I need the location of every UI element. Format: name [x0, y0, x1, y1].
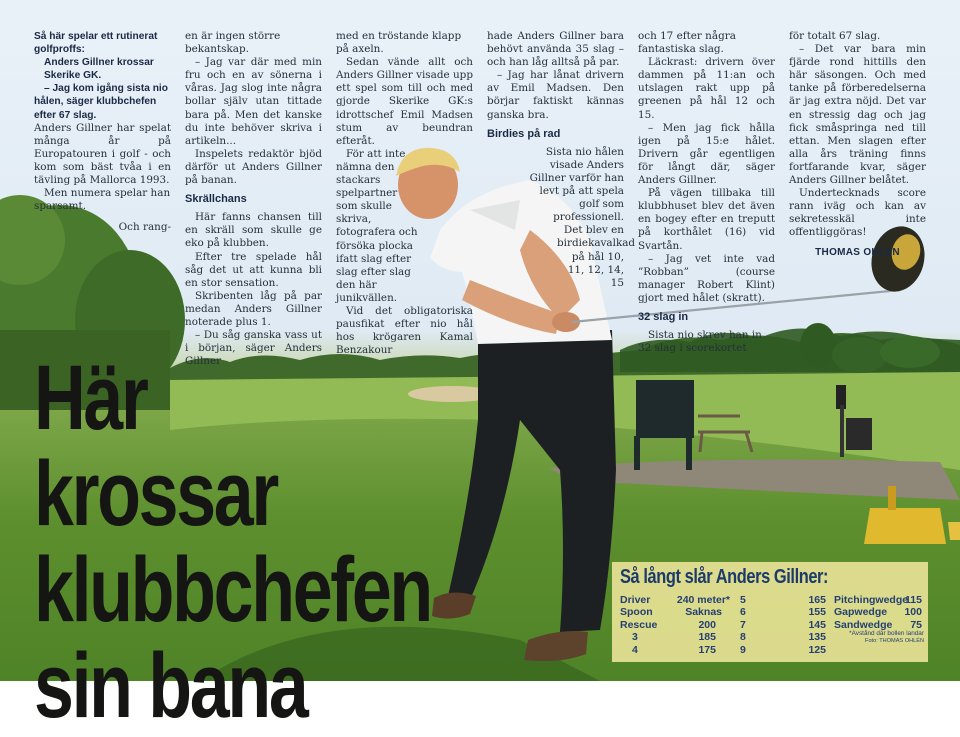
- stat-row: [740, 644, 826, 656]
- club-distance: 125: [808, 643, 826, 656]
- stat-row: [620, 644, 730, 656]
- paragraph: Vid det obligatoriska pausfikat efter nio hål hos krögaren Kamal Benzakour: [336, 304, 473, 357]
- club-distance: 165: [808, 594, 826, 606]
- stat-row: [620, 606, 730, 618]
- irons-list: [740, 594, 826, 656]
- club-distance: 135: [808, 631, 826, 644]
- club-name: 4: [632, 643, 638, 656]
- subhead: Skrällchans: [185, 193, 247, 206]
- paragraph: Anders Gillner har spelat många år på Europatouren i golf - och kom som bäst tvåa i en tävling på Mallorca 1993.: [34, 121, 171, 187]
- headline-line: sin bana: [34, 635, 307, 737]
- club-distance: Saknas: [685, 606, 722, 619]
- club-name: 8: [740, 631, 746, 644]
- headline-line: klubbchefen: [34, 539, 431, 641]
- subhead: 32 slag in: [638, 310, 689, 323]
- paragraph: Men numera spelar han sparsamt.: [34, 187, 171, 213]
- paragraph: Sedan vände allt och Anders Gillner visade upp ett spel som till och med gjorde Skerike GK:s idrottschef Emil Madsen stum av beundran efteråt.: [336, 56, 473, 147]
- stat-row: [740, 631, 826, 643]
- paragraph: Här fanns chansen till en skräll som skulle ge eko på klubben.: [185, 211, 322, 250]
- paragraph: för totalt 67 slag.: [789, 30, 881, 42]
- wedges-list: [834, 594, 922, 631]
- paragraph: hade Anders Gillner bara behövt använda 35 slag – och han låg alltså på par.: [487, 30, 624, 69]
- club-name: Spoon: [620, 606, 653, 619]
- stat-row: [620, 631, 730, 643]
- paragraph: – Jag har lånat drivern av Emil Madsen. Den börjar faktiskt kännas ganska bra.: [487, 69, 624, 121]
- club-distance: 200: [698, 618, 716, 631]
- paragraph: Sista nio hålen visade Anders Gillner varför han levt på att spela golf som professionell.: [529, 145, 624, 224]
- factbox-title: Så långt slår Anders Gillner:: [620, 566, 829, 588]
- paragraph: För att inte nämna den stackars spelpartner som skulle skriva, fotografera och försöka plocka ifatt slag efter slag efter slag den här junikvällen.: [336, 147, 418, 304]
- text-column-5: [638, 30, 775, 355]
- text-column-4: [487, 30, 636, 290]
- club-distance: 185: [698, 631, 716, 644]
- lead-line: – Jag kom igång sista nio hålen, säger klubbchefen efter 67 slag.: [34, 83, 168, 121]
- paragraph: – Men jag fick hålla igen på 15:e hålet. Drivern går egentligen för långt där, säger Anders Gillner.: [638, 121, 775, 187]
- club-distance: 175: [698, 643, 716, 656]
- paragraph: – Du såg ganska vass ut i början, säger Anders Gillner: [185, 329, 322, 368]
- club-name: Rescue: [620, 618, 658, 631]
- paragraph: en är ingen större bekantskap.: [185, 30, 281, 56]
- paragraph: Och rang-: [118, 221, 171, 234]
- club-name: Driver: [620, 594, 651, 606]
- stat-row: [834, 594, 922, 606]
- stat-row: [740, 619, 826, 631]
- club-name: 3: [632, 631, 638, 644]
- club-name: Gapwedge: [834, 606, 888, 619]
- paragraph: – Jag var där med min fru och en av sönerna i våras. Jag slog inte några bollar själv utan tittade bara på. Men det kanske du inte behöver skriva i artikeln...: [185, 56, 322, 147]
- tee-sign: [634, 380, 694, 470]
- stat-row: [620, 619, 730, 631]
- paragraph: och 17 efter några fantastiska slag.: [638, 30, 736, 56]
- club-distance: 145: [808, 618, 826, 631]
- paragraph: Undertecknads score rann iväg och kan av sekretesskäl inte offentliggöras!: [789, 187, 926, 239]
- right-trees: [800, 323, 940, 373]
- club-distance: 240 meter*: [676, 594, 730, 606]
- club-distance: 100: [904, 606, 922, 619]
- paragraph: Efter tre spelade hål såg det ut att kunna bli en stor sensation.: [185, 250, 322, 289]
- paragraph: – Det var bara min fjärde rond hittills den här säsongen. Och med tanke på förberedelserna är jag extra nöjd. Det var en stressig dag och jag fick småspringa ned till ettan. Men slagen efter alla års träning finns fortfarande kvar, säger Anders Gillner belåtet.: [789, 43, 926, 187]
- paragraph: Skribenten låg på par medan Anders Gillner noterade plus 1.: [185, 289, 322, 328]
- paragraph: – Jag vet inte vad ”Robban” (course manager Robert Klint) gjort med hålet (skratt).: [638, 252, 775, 304]
- byline: THOMAS OHLÉN: [815, 246, 900, 258]
- paragraph: Läckrast: drivern över dammen på 11:an och utslagen rakt upp på greenen på hål 12 och 15.: [638, 56, 775, 121]
- club-distance: 155: [808, 606, 826, 619]
- club-distance: 115: [905, 594, 922, 606]
- photo-credit: Foto: THOMAS OHLÉN: [865, 637, 924, 644]
- stat-row: [740, 594, 826, 606]
- lead-line: Anders Gillner krossar Skerike GK.: [44, 57, 154, 82]
- paragraph: Sista nio skrev han in 32 slag i scorekortet: [638, 329, 762, 355]
- paragraph: På vägen tillbaka till klubbhuset blev det även en bogey efter en treputt på korthålet (16) vid Svartån.: [638, 187, 775, 252]
- club-name: 6: [740, 606, 746, 619]
- stat-row: [834, 606, 922, 618]
- footnote-text: *Avstånd där bollen landar: [849, 630, 924, 637]
- lead-line: Så här spelar ett rutinerat golfproffs:: [34, 31, 158, 56]
- text-column-3: [336, 30, 473, 357]
- club-name: Sandwedge: [834, 618, 893, 631]
- subhead: Birdies på rad: [487, 127, 561, 140]
- paragraph: Inspelets redaktör bjöd därför ut Anders Gillner på banan.: [185, 147, 322, 187]
- club-distance: 75: [910, 618, 922, 631]
- distance-factbox: [612, 562, 928, 662]
- club-name: Pitchingwedge: [834, 594, 909, 606]
- club-name: 5: [740, 594, 746, 606]
- headline-line: Här krossar: [34, 347, 277, 545]
- text-column-1: [34, 30, 171, 234]
- text-column-2: [185, 30, 322, 368]
- factbox-footnote: [838, 630, 924, 645]
- stat-row: [740, 606, 826, 618]
- woods-list: [620, 594, 730, 656]
- club-name: 7: [740, 618, 746, 631]
- text-column-6: [789, 30, 926, 259]
- paragraph: Det blev en birdiekavalkad på hål 10, 11, 12, 14, 15: [557, 224, 636, 289]
- paragraph: med en tröstande klapp på axeln.: [336, 30, 462, 56]
- club-name: 9: [740, 643, 746, 656]
- stat-row: [620, 594, 730, 606]
